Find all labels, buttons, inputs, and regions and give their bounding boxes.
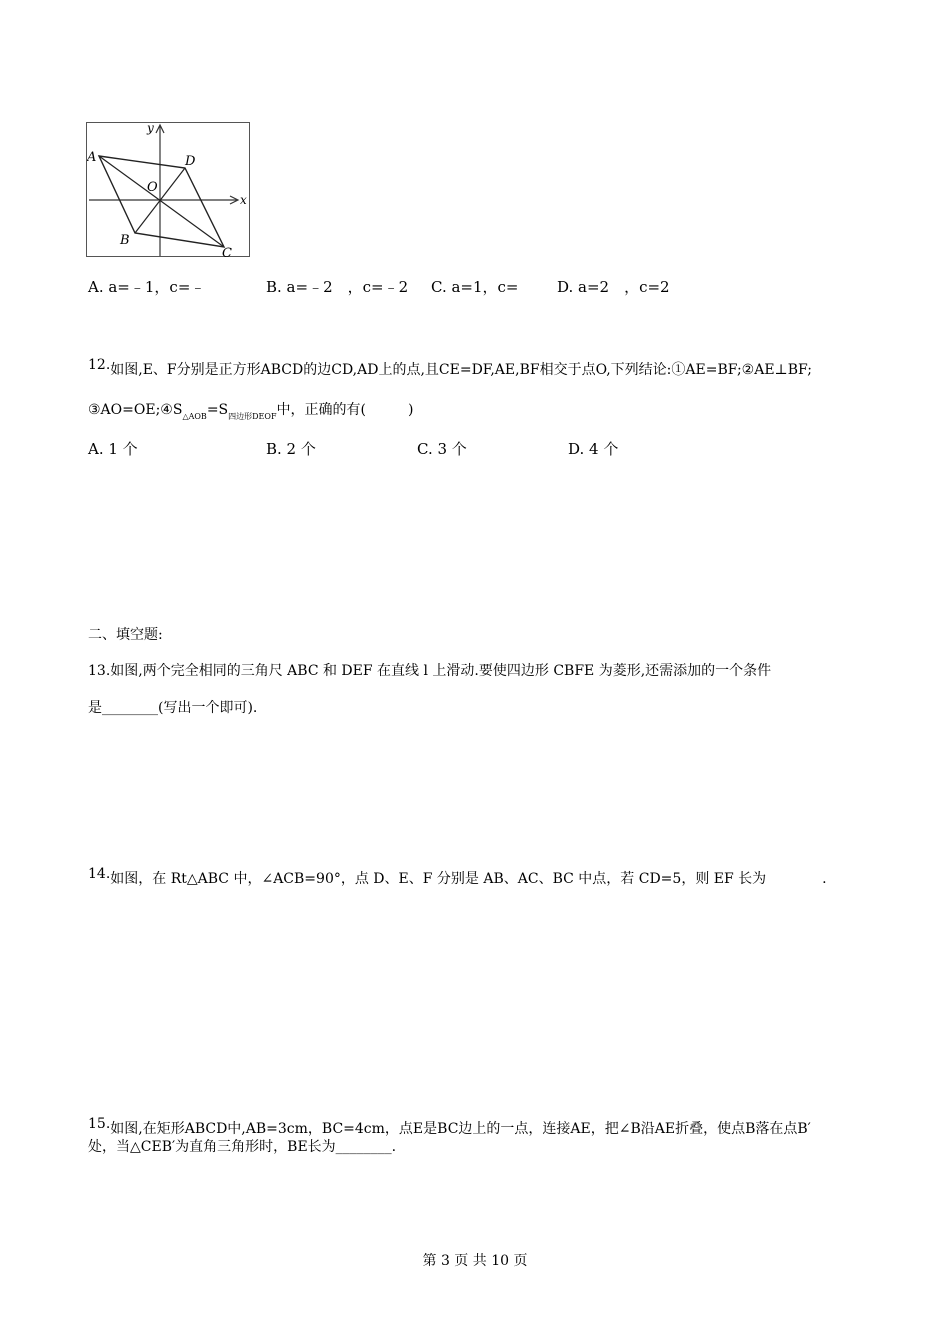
label-o: O — [147, 180, 158, 195]
q11-option-c: C. a=1，c= — [431, 278, 519, 296]
q14-number: 14. — [88, 866, 111, 882]
q12-option-d: D. 4 个 — [568, 440, 619, 458]
q12-text-1: 如图,E、F分别是正方形ABCD的边CD,AD上的点,且CE=DF,AE,BF相交于点O,下列结论:①AE=BF;②AE⊥BF; — [110, 362, 812, 378]
q15-text-1: 如图,在矩形ABCD中,AB=3cm，BC=4cm，点E是BC边上的一点，连接AE，把∠B沿AE折叠，使点B落在点B′ — [110, 1121, 811, 1137]
diagonal-ac — [99, 156, 224, 247]
q14-text: 如图，在 Rt△ABC 中，∠ACB=90°，点 D、E、F 分别是 AB、AC、BC 中点，若 CD=5，则 EF 长为 . — [110, 871, 827, 887]
section-title-fill-in: 二、填空题: — [88, 627, 163, 643]
q12-sub-deof: 四边形DEOF — [228, 412, 277, 421]
q15-line1 — [88, 1118, 811, 1138]
q12-option-b: B. 2 个 — [266, 440, 316, 458]
q12-text-2a: ③AO=OE;④S — [88, 402, 183, 418]
q12-text-2c: 中，正确的有( ) — [276, 402, 414, 418]
page-footer: 第 3 页 共 10 页 — [422, 1253, 528, 1269]
q12-line2 — [88, 399, 413, 419]
q15-line2: 处，当△CEB′为直角三角形时，BE长为________. — [88, 1139, 397, 1155]
figure-coordinate-quadrilateral — [86, 122, 250, 257]
figure-svg — [87, 123, 251, 258]
q15-number: 15. — [88, 1116, 111, 1132]
q12-sub-aob: △AOB — [182, 412, 207, 421]
q12-line1 — [88, 359, 812, 379]
q13-line2: 是________(写出一个即可). — [88, 700, 258, 716]
label-b: B — [120, 233, 130, 248]
label-y: y — [147, 123, 154, 135]
label-c: C — [222, 246, 232, 258]
q11-option-b: B. a=﹣2 ，c=﹣2 — [266, 278, 409, 296]
q12-text-2b: =S — [206, 402, 229, 418]
label-d: D — [185, 154, 196, 169]
label-x: x — [240, 193, 247, 207]
q12-number: 12. — [88, 357, 111, 373]
q11-option-a: A. a=﹣1，c=﹣ — [88, 278, 206, 296]
q13-line1: 13.如图,两个完全相同的三角尺 ABC 和 DEF 在直线 l 上滑动.要使四边形 CBFE 为菱形,还需添加的一个条件 — [88, 663, 772, 679]
q12-option-a: A. 1 个 — [88, 440, 138, 458]
q14-line — [88, 868, 827, 888]
q11-option-d: D. a=2 ，c=2 — [557, 278, 670, 296]
q12-option-c: C. 3 个 — [417, 440, 467, 458]
label-a: A — [87, 150, 97, 165]
